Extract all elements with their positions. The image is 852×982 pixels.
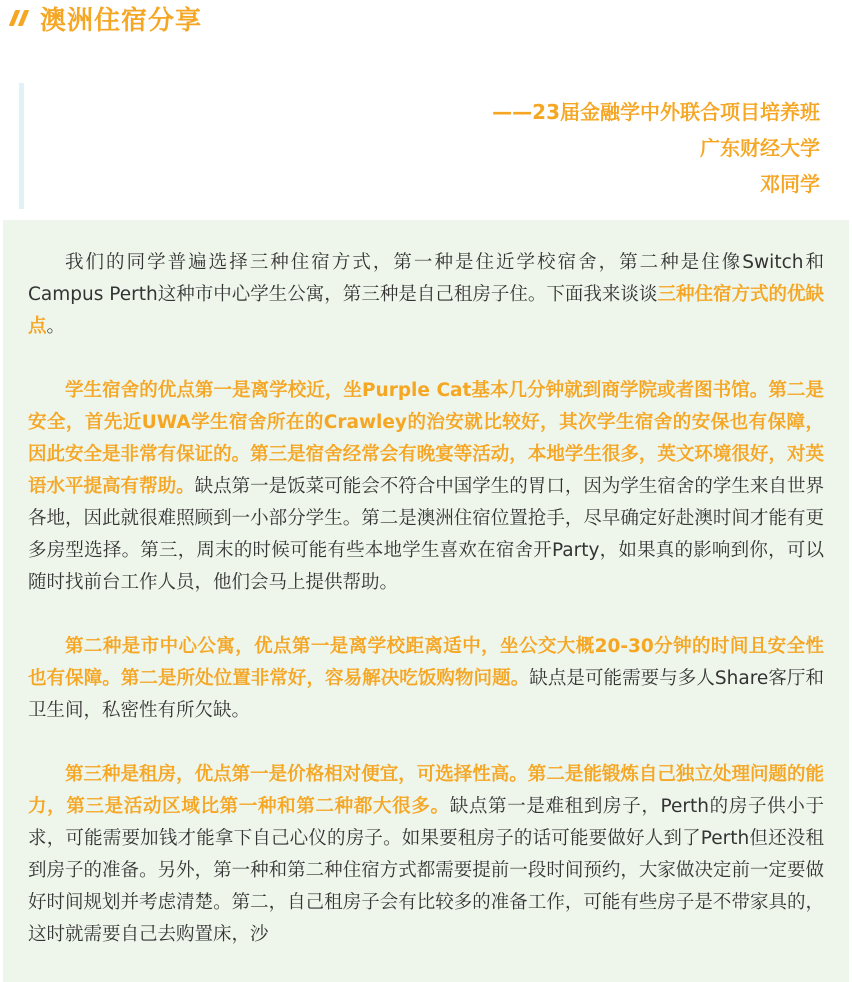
paragraph-rental: [28, 759, 824, 951]
paragraph-intro: [28, 247, 824, 343]
highlight-segment: 第三种是租房，优点第一是价格相对便宜，可选择性高。第二是能锻炼自己独立处理问题的能力，第三是活动区域比第一种和第二种都大很多。: [28, 764, 824, 817]
text-segment: 。: [46, 316, 66, 337]
quote-bar: [19, 83, 24, 209]
signature-line-school: 广东财经大学: [700, 136, 820, 160]
section-header: [8, 0, 202, 36]
text-segment: 缺点第一是难租到房子，Perth的房子供小于求，可能需要加钱才能拿下自己心仪的房子。如果要租房子的话可能要做好人到了Perth但还没租到房子的准备。另外，第一种和第二种住宿方式都需要提前一段时间预约，大家做决定前一定要做好时间规划并考虑清楚。第二，自己租房子会有比较多的准备工作，可能有些房子是不带家具的，这时就需要自己去购置床，沙: [28, 796, 824, 945]
text-segment: 缺点是可能需要与多人Share客厅和卫生间，私密性有所欠缺。: [28, 668, 824, 721]
page-title: 澳洲住宿分享: [40, 5, 203, 36]
paragraph-apartment: [28, 631, 824, 727]
highlight-segment: 学生宿舍的优点第一是离学校近，坐Purple Cat基本几分钟就到商学院或者图书馆。第二是安全，首先近UWA学生宿舍所在的Crawley的治安就比较好，其次学生宿舍的安保也有保障，因此安全是非常有保证的。第三是宿舍经常会有晚宴等活动，本地学生很多，英文环境很好，对英语水平提高有帮助。: [28, 380, 824, 497]
paragraph-dormitory: [28, 375, 824, 599]
text-segment: 缺点第一是饭菜可能会不符合中国学生的胃口，因为学生宿舍的学生来自世界各地，因此就很难照顾到一小部分学生。第二是澳洲住宿位置抢手，尽早确定好赴澳时间才能有更多房型选择。第三，周末的时候可能有些本地学生喜欢在宿舍开Party，如果真的影响到你，可以随时找前台工作人员，他们会马上提供帮助。: [28, 476, 824, 593]
highlight-segment: 第二种是市中心公寓，优点第一是离学校距离适中，坐公交大概20-30分钟的时间且安全性也有保障。第二是所处位置非常好，容易解决吃饭购物问题。: [28, 636, 824, 689]
text-segment: 我们的同学普遍选择三种住宿方式，第一种是住近学校宿舍，第二种是住像Switch和Campus Perth这种市中心学生公寓，第三种是自己租房子住。下面我来谈谈: [28, 252, 824, 305]
author-signature: [492, 94, 820, 202]
article-body: [3, 220, 849, 982]
highlight-segment: 三种住宿方式的优缺点: [28, 284, 824, 337]
signature-line-author: 邓同学: [760, 172, 820, 196]
double-slash-icon: [8, 7, 32, 29]
signature-line-program: ——23届金融学中外联合项目培养班: [492, 100, 820, 124]
